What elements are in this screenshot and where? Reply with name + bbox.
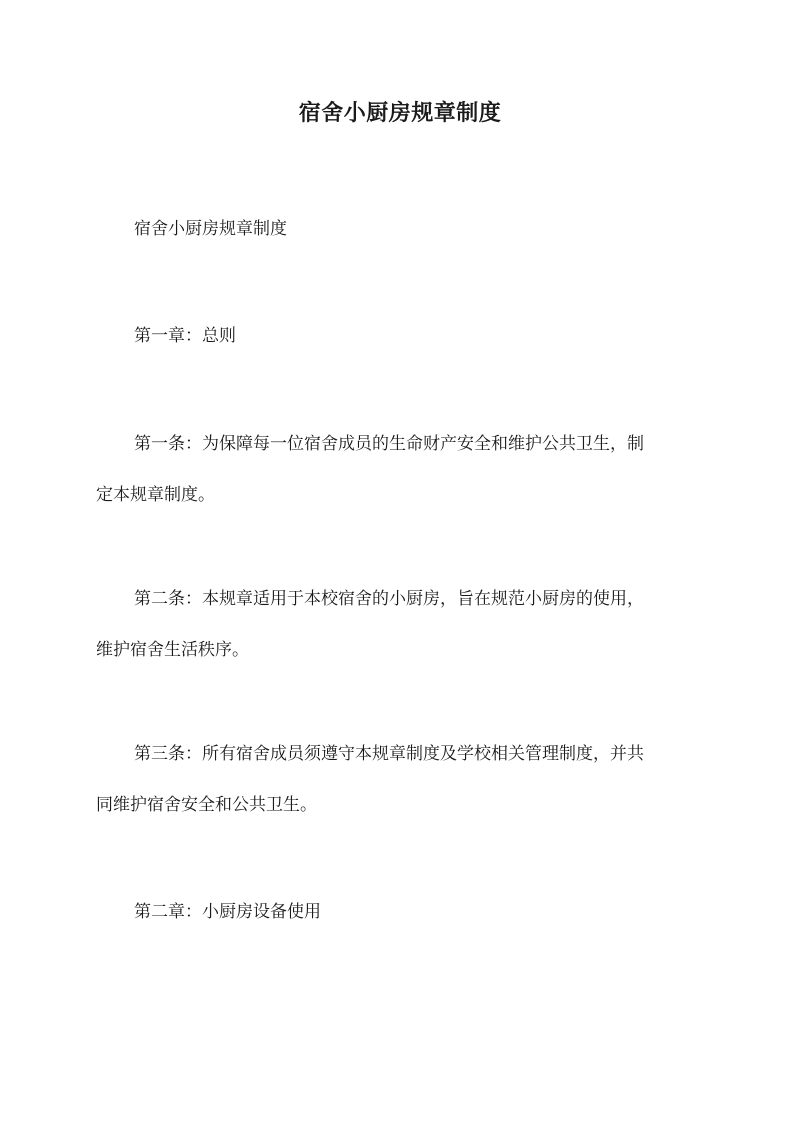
article-line: 维护宿舍生活秩序。 [96,640,249,660]
article-line: 第一条：为保障每一位宿舍成员的生命财产安全和维护公共卫生，制 [134,434,644,454]
chapter-heading: 第二章：小厨房设备使用 [134,902,321,922]
article-line: 定本规章制度。 [96,485,215,505]
document-title: 宿舍小厨房规章制度 [298,100,502,126]
subtitle-line: 宿舍小厨房规章制度 [134,219,287,239]
article-line: 第二条：本规章适用于本校宿舍的小厨房，旨在规范小厨房的使用， [134,589,644,609]
article-line: 同维护宿舍安全和公共卫生。 [96,795,317,815]
chapter-heading: 第一章：总则 [134,326,236,346]
article-line: 第三条：所有宿舍成员须遵守本规章制度及学校相关管理制度，并共 [134,744,644,764]
